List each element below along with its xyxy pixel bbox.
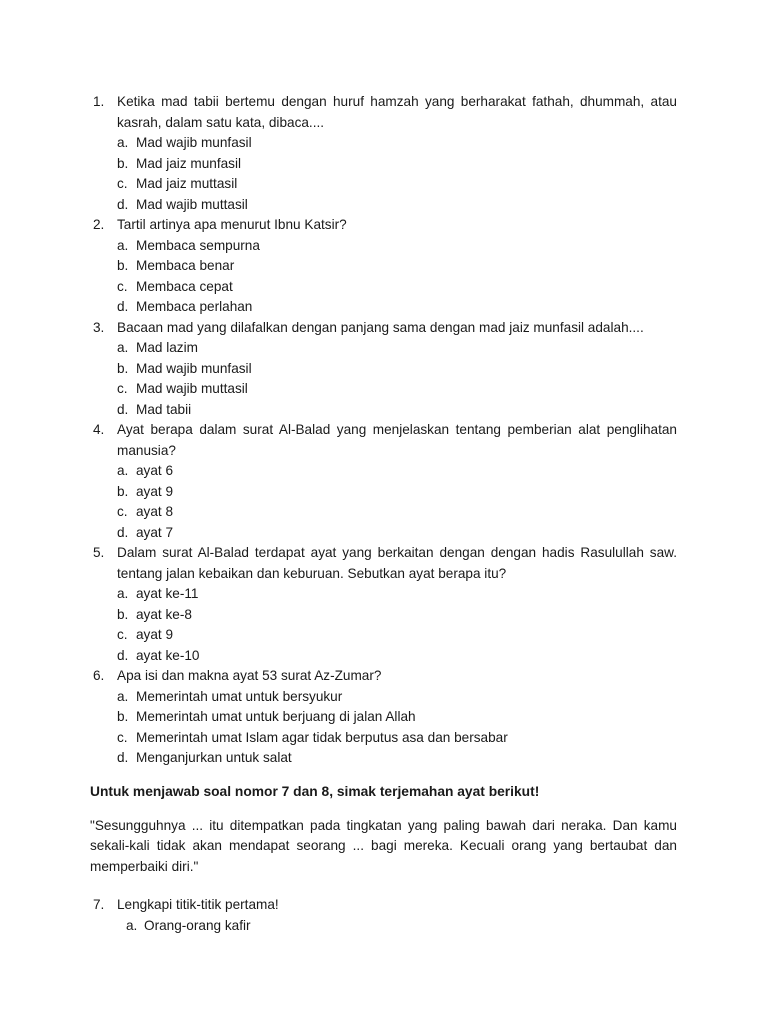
- question-stem: [90, 215, 677, 236]
- question-text: Tartil artinya apa menurut Ibnu Katsir?: [117, 217, 347, 232]
- option-text: Memerintah umat Islam agar tidak berputus asa dan bersabar: [136, 729, 508, 745]
- question-text: Dalam surat Al-Balad terdapat ayat yang berkaitan dengan dengan hadis Rasulullah saw. tentang jalan kebaikan dan keburuan. Sebutkan ayat berapa itu?: [117, 545, 677, 581]
- option-letter: a.: [117, 135, 129, 150]
- answer-option: [126, 916, 677, 937]
- answer-option: [117, 482, 677, 503]
- option-letter: a.: [117, 688, 129, 704]
- question-number: 3.: [93, 319, 105, 335]
- answer-option: [117, 195, 677, 216]
- option-text: ayat 7: [136, 524, 174, 540]
- option-letter: d.: [117, 524, 129, 540]
- question-number: 6.: [93, 668, 105, 683]
- question-text: Ketika mad tabii bertemu dengan huruf hamzah yang berharakat fathah, dhummah, atau kasrah, dalam satu kata, dibaca....: [117, 94, 677, 130]
- question-1: [90, 92, 677, 215]
- option-text: Mad wajib muttasil: [136, 196, 248, 212]
- option-letter: d.: [117, 647, 129, 663]
- option-text: Memerintah umat untuk berjuang di jalan Allah: [136, 709, 416, 724]
- option-letter: b.: [117, 606, 129, 622]
- answer-option: [117, 236, 677, 257]
- answer-option: [117, 707, 677, 728]
- answer-option: [117, 461, 677, 482]
- option-letter: a.: [117, 463, 129, 478]
- answer-options: [117, 461, 677, 543]
- answer-options: [117, 236, 677, 318]
- option-text: Memerintah umat untuk bersyukur: [136, 688, 343, 704]
- option-text: Membaca benar: [136, 258, 235, 273]
- answer-option: [117, 174, 677, 195]
- option-letter: c.: [117, 729, 128, 745]
- answer-option: [117, 584, 677, 605]
- option-letter: b.: [117, 483, 129, 499]
- question-text: Lengkapi titik-titik pertama!: [117, 897, 279, 912]
- option-letter: c.: [117, 627, 128, 642]
- question-stem: [90, 92, 677, 133]
- option-letter: c.: [117, 278, 128, 294]
- answer-option: [117, 502, 677, 523]
- option-letter: d.: [117, 750, 129, 765]
- instruction-heading: Untuk menjawab soal nomor 7 dan 8, simak terjemahan ayat berikut!: [90, 783, 540, 799]
- option-text: ayat 9: [136, 627, 174, 642]
- option-letter: d.: [117, 196, 129, 212]
- answer-option: [117, 154, 677, 175]
- question-stem: [90, 666, 677, 687]
- question-number: 2.: [93, 217, 105, 232]
- answer-option: [117, 625, 677, 646]
- option-letter: d.: [117, 401, 129, 417]
- option-text: Mad jaiz muttasil: [136, 176, 238, 191]
- answer-option: [117, 338, 677, 359]
- option-letter: b.: [117, 360, 129, 376]
- answer-option: [117, 605, 677, 626]
- question-4: [90, 420, 677, 543]
- question-number: 4.: [93, 422, 105, 437]
- option-letter: c.: [117, 381, 128, 396]
- option-text: Mad wajib muttasil: [136, 381, 248, 396]
- answer-option: [117, 359, 677, 380]
- question-stem: [90, 420, 677, 461]
- option-text: Membaca cepat: [136, 278, 233, 294]
- option-text: Membaca sempurna: [136, 237, 260, 253]
- option-text: ayat ke-8: [136, 606, 192, 622]
- option-text: Menganjurkan untuk salat: [136, 750, 292, 765]
- option-text: Mad lazim: [136, 340, 198, 355]
- answer-option: [117, 400, 677, 421]
- option-text: ayat ke-10: [136, 647, 200, 663]
- question-7-stem: [90, 895, 677, 916]
- option-letter: c.: [117, 504, 128, 519]
- answer-option: [117, 646, 677, 667]
- option-text: Orang-orang kafir: [144, 917, 251, 933]
- option-letter: b.: [117, 155, 129, 171]
- option-text: Membaca perlahan: [136, 299, 253, 314]
- question-2: [90, 215, 677, 318]
- option-text: Mad wajib munfasil: [136, 135, 252, 150]
- question-number: 7.: [93, 897, 105, 912]
- answer-options: [117, 584, 677, 666]
- option-letter: d.: [117, 299, 129, 314]
- question-7-options: [126, 916, 677, 937]
- answer-option: [117, 687, 677, 708]
- question-text: Apa isi dan makna ayat 53 surat Az-Zumar?: [117, 668, 382, 683]
- option-letter: a.: [117, 340, 129, 355]
- answer-option: [117, 297, 677, 318]
- answer-option: [117, 523, 677, 544]
- option-text: Mad jaiz munfasil: [136, 155, 242, 171]
- question-text: Ayat berapa dalam surat Al-Balad yang menjelaskan tentang pemberian alat penglihatan manusia?: [117, 422, 677, 458]
- option-letter: b.: [117, 258, 129, 273]
- answer-option: [117, 379, 677, 400]
- option-text: ayat 6: [136, 463, 174, 478]
- answer-option: [117, 256, 677, 277]
- document-content: [90, 92, 677, 936]
- question-stem: [90, 318, 677, 339]
- question-list: [90, 92, 677, 769]
- question-6: [90, 666, 677, 769]
- option-letter: a.: [126, 917, 138, 933]
- option-text: Mad tabii: [136, 401, 192, 417]
- question-7: [90, 895, 677, 936]
- answer-options: [117, 338, 677, 420]
- question-3: [90, 318, 677, 421]
- question-number: 5.: [93, 545, 105, 560]
- option-text: ayat 8: [136, 504, 174, 519]
- answer-option: [117, 277, 677, 298]
- question-5: [90, 543, 677, 666]
- option-text: ayat ke-11: [136, 586, 199, 601]
- option-letter: c.: [117, 176, 128, 191]
- answer-option: [117, 748, 677, 769]
- question-text: Bacaan mad yang dilafalkan dengan panjang sama dengan mad jaiz munfasil adalah....: [117, 319, 644, 335]
- option-text: Mad wajib munfasil: [136, 360, 252, 376]
- answer-options: [117, 133, 677, 215]
- answer-option: [117, 728, 677, 749]
- option-letter: a.: [117, 586, 129, 601]
- option-letter: a.: [117, 237, 129, 253]
- option-text: ayat 9: [136, 483, 174, 499]
- question-stem: [90, 543, 677, 584]
- answer-option: [117, 133, 677, 154]
- verse-translation: "Sesungguhnya ... itu ditempatkan pada tingkatan yang paling bawah dari neraka. Dan kamu sekali-kali tidak akan mendapat seorang ... bagi mereka. Kecuali orang yang bertaubat dan memperbaiki diri.": [90, 817, 677, 874]
- option-letter: b.: [117, 709, 129, 724]
- question-number: 1.: [93, 94, 105, 109]
- answer-options: [117, 687, 677, 769]
